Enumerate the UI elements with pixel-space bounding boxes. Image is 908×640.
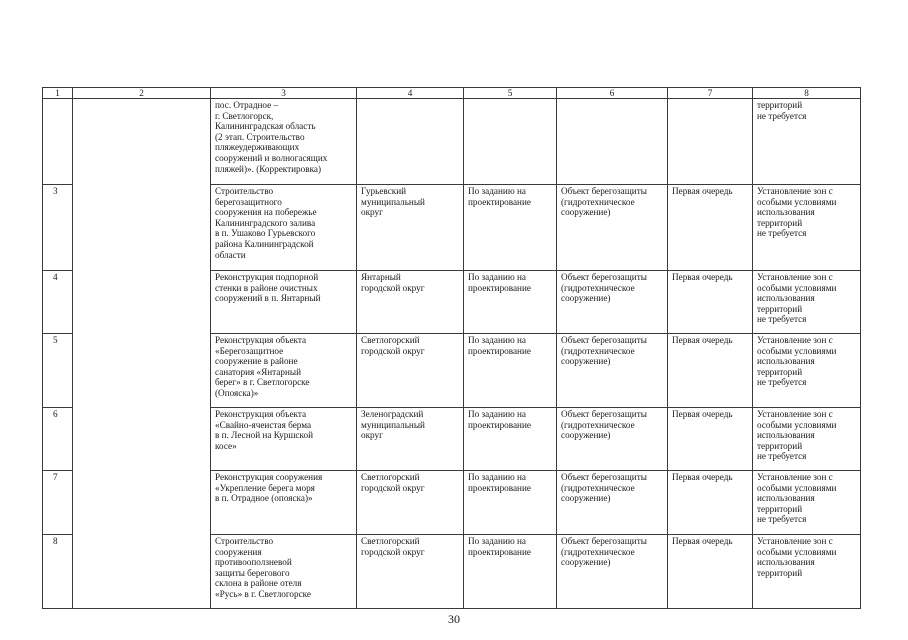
object-type-cell: [557, 99, 668, 185]
objects-table: [42, 87, 861, 609]
column-header-2: 2: [73, 88, 211, 99]
object-name-cell: Реконструкция подпорной стенки в районе очистных сооружений в п. Янтарный: [211, 271, 357, 334]
object-type-cell: Объект берегозащиты (гидротехническое сооружение): [557, 185, 668, 271]
district-cell: Янтарный городской округ: [357, 271, 464, 334]
row-number-cell: 3: [43, 185, 73, 271]
note-cell: Установление зон с особыми условиями использования территорий: [753, 535, 861, 609]
basis-cell: По заданию на проектирование: [464, 471, 557, 535]
stage-cell: Первая очередь: [668, 334, 753, 408]
basis-cell: По заданию на проектирование: [464, 185, 557, 271]
stage-cell: Первая очередь: [668, 471, 753, 535]
note-cell: Установление зон с особыми условиями использования территорий не требуется: [753, 334, 861, 408]
object-name-cell: Строительство берегозащитного сооружения на побережье Калининградского залива в п. Ушаково Гурьевского района Калининградской области: [211, 185, 357, 271]
stage-cell: Первая очередь: [668, 185, 753, 271]
object-name-cell: Реконструкция объекта «Берегозащитное сооружение в районе санатория «Янтарный берег» в г. Светлогорске (Опояска)»: [211, 334, 357, 408]
column-header-1: 1: [43, 88, 73, 99]
district-cell: Светлогорский городской округ: [357, 334, 464, 408]
page-number: 30: [448, 612, 460, 626]
object-type-cell: Объект берегозащиты (гидротехническое сооружение): [557, 271, 668, 334]
object-name-cell: пос. Отрадное – г. Светлогорск, Калининградская область (2 этап. Строительство пляжеудерживающих сооружений и волногасящих пляжей)». (Корректировка): [211, 99, 357, 185]
table-row: [43, 535, 861, 609]
basis-cell: По заданию на проектирование: [464, 334, 557, 408]
table-row: [43, 334, 861, 408]
note-cell: Установление зон с особыми условиями использования территорий не требуется: [753, 408, 861, 471]
row-number-cell: 5: [43, 334, 73, 408]
district-cell: [357, 99, 464, 185]
stage-cell: Первая очередь: [668, 408, 753, 471]
district-cell: Гурьевский муниципальный округ: [357, 185, 464, 271]
object-type-cell: Объект берегозащиты (гидротехническое сооружение): [557, 471, 668, 535]
stage-cell: Первая очередь: [668, 271, 753, 334]
row-number-cell: 4: [43, 271, 73, 334]
empty-cell: [73, 408, 211, 471]
empty-cell: [73, 99, 211, 185]
object-name-cell: Реконструкция объекта «Свайно-ячеистая берма в п. Лесной на Куршской косе»: [211, 408, 357, 471]
table-row: [43, 408, 861, 471]
basis-cell: По заданию на проектирование: [464, 535, 557, 609]
empty-cell: [73, 471, 211, 535]
table-row: [43, 185, 861, 271]
district-cell: Светлогорский городской округ: [357, 471, 464, 535]
note-cell: Установление зон с особыми условиями использования территорий не требуется: [753, 471, 861, 535]
empty-cell: [73, 185, 211, 271]
column-header-4: 4: [357, 88, 464, 99]
basis-cell: По заданию на проектирование: [464, 408, 557, 471]
header-row: [43, 88, 861, 99]
stage-cell: [668, 99, 753, 185]
column-header-5: 5: [464, 88, 557, 99]
district-cell: Светлогорский городской округ: [357, 535, 464, 609]
table-row: [43, 471, 861, 535]
empty-cell: [73, 334, 211, 408]
note-cell: территорий не требуется: [753, 99, 861, 185]
object-name-cell: Строительство сооружения противооползневой защиты берегового склона в районе отеля «Русь» в г. Светлогорске: [211, 535, 357, 609]
object-name-cell: Реконструкция сооружения «Укрепление берега моря в п. Отрадное (опояска)»: [211, 471, 357, 535]
column-header-8: 8: [753, 88, 861, 99]
row-number-cell: [43, 99, 73, 185]
empty-cell: [73, 271, 211, 334]
object-type-cell: Объект берегозащиты (гидротехническое сооружение): [557, 334, 668, 408]
row-number-cell: 7: [43, 471, 73, 535]
row-number-cell: 8: [43, 535, 73, 609]
basis-cell: [464, 99, 557, 185]
basis-cell: По заданию на проектирование: [464, 271, 557, 334]
empty-cell: [73, 535, 211, 609]
table-row-continuation: [43, 99, 861, 185]
note-cell: Установление зон с особыми условиями использования территорий не требуется: [753, 185, 861, 271]
district-cell: Зеленоградский муниципальный округ: [357, 408, 464, 471]
object-type-cell: Объект берегозащиты (гидротехническое сооружение): [557, 408, 668, 471]
row-number-cell: 6: [43, 408, 73, 471]
stage-cell: Первая очередь: [668, 535, 753, 609]
object-type-cell: Объект берегозащиты (гидротехническое сооружение): [557, 535, 668, 609]
column-header-6: 6: [557, 88, 668, 99]
table-row: [43, 271, 861, 334]
note-cell: Установление зон с особыми условиями использования территорий не требуется: [753, 271, 861, 334]
column-header-3: 3: [211, 88, 357, 99]
column-header-7: 7: [668, 88, 753, 99]
